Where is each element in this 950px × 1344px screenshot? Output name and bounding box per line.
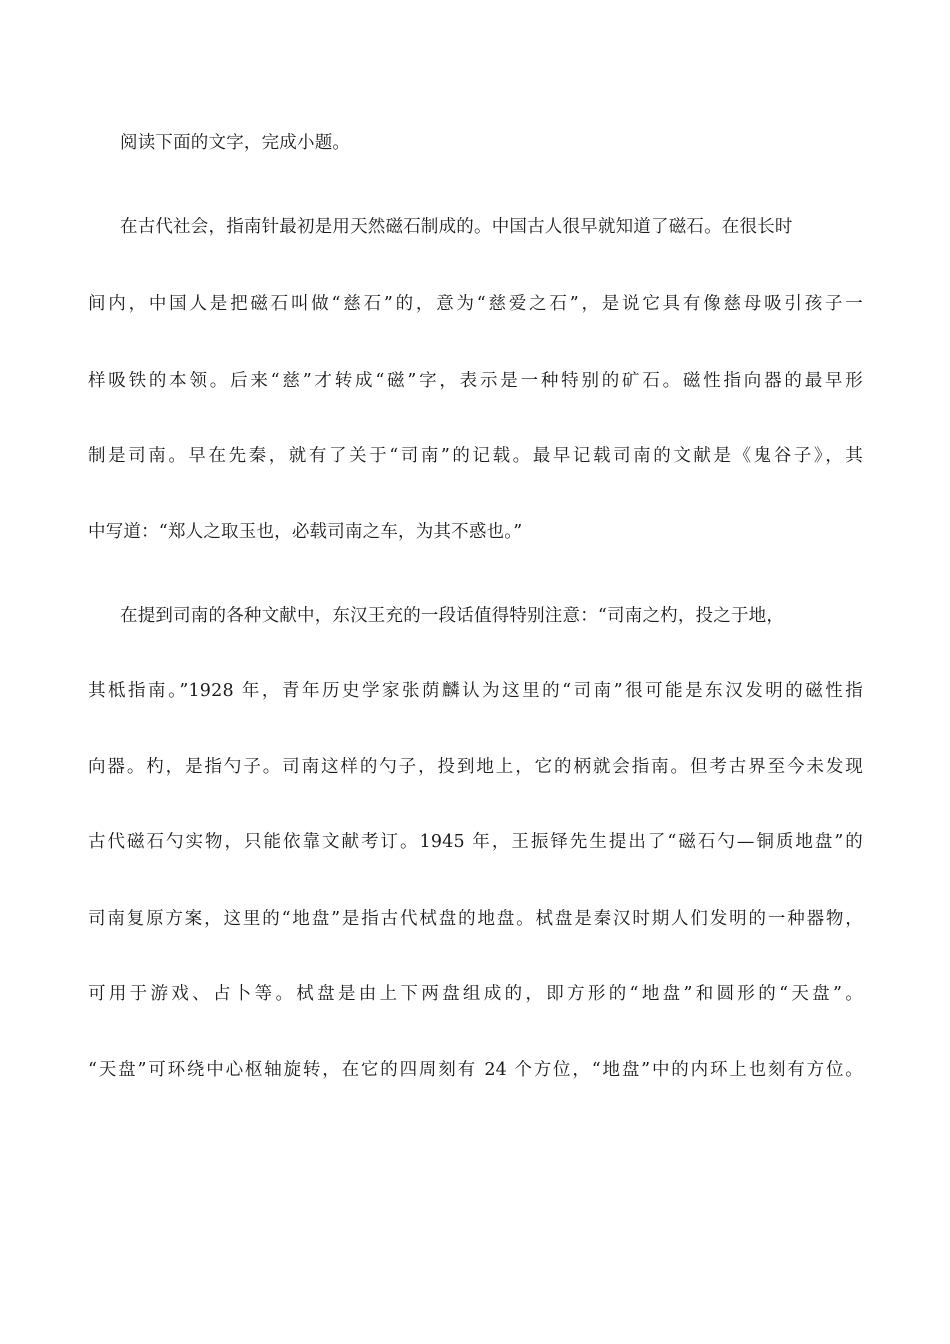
instruction-text: 阅读下面的文字，完成小题。: [120, 133, 351, 153]
paragraph-2-line-5: 司南复原方案，这里的“地盘”是指古代栻盘的地盘。栻盘是秦汉时期人们发明的一种器物，: [88, 909, 863, 929]
paragraph-1-line-2: 间内，中国人是把磁石叫做“慈石”的，意为“慈爱之石”，是说它具有像慈母吸引孩子一: [88, 294, 863, 314]
paragraph-1-line-3: 样吸铁的本领。后来“慈”才转成“磁”字，表示是一种特别的矿石。磁性指向器的最早形: [88, 371, 863, 391]
paragraph-2-line-3: 向器。杓，是指勺子。司南这样的勺子，投到地上，它的柄就会指南。但考古界至今未发现: [88, 757, 863, 777]
paragraph-1-line-1: 在古代社会，指南针最初是用天然磁石制成的。中国古人很早就知道了磁石。在很长时: [120, 217, 793, 237]
paragraph-2-line-6: 可用于游戏、占卜等。栻盘是由上下两盘组成的，即方形的“地盘”和圆形的“天盘”。: [88, 984, 863, 1004]
paragraph-2-line-7: “天盘”可环绕中心枢轴旋转，在它的四周刻有 24 个方位，“地盘”中的内环上也刻有方位。: [88, 1060, 863, 1080]
paragraph-2-line-2: 其柢指南。”1928 年，青年历史学家张荫麟认为这里的“司南”很可能是东汉发明的磁性指: [88, 681, 863, 701]
paragraph-1-line-5: 中写道：“郑人之取玉也，必载司南之车，为其不惑也。”: [88, 522, 523, 542]
paragraph-1-line-4: 制是司南。早在先秦，就有了关于“司南”的记载。最早记载司南的文献是《鬼谷子》，其: [88, 446, 863, 466]
paragraph-2-line-4: 古代磁石勺实物，只能依靠文献考订。1945 年，王振铎先生提出了“磁石勺—铜质地盘”的: [88, 832, 863, 852]
paragraph-2-line-1: 在提到司南的各种文献中，东汉王充的一段话值得特别注意：“司南之杓，投之于地，: [120, 606, 785, 626]
